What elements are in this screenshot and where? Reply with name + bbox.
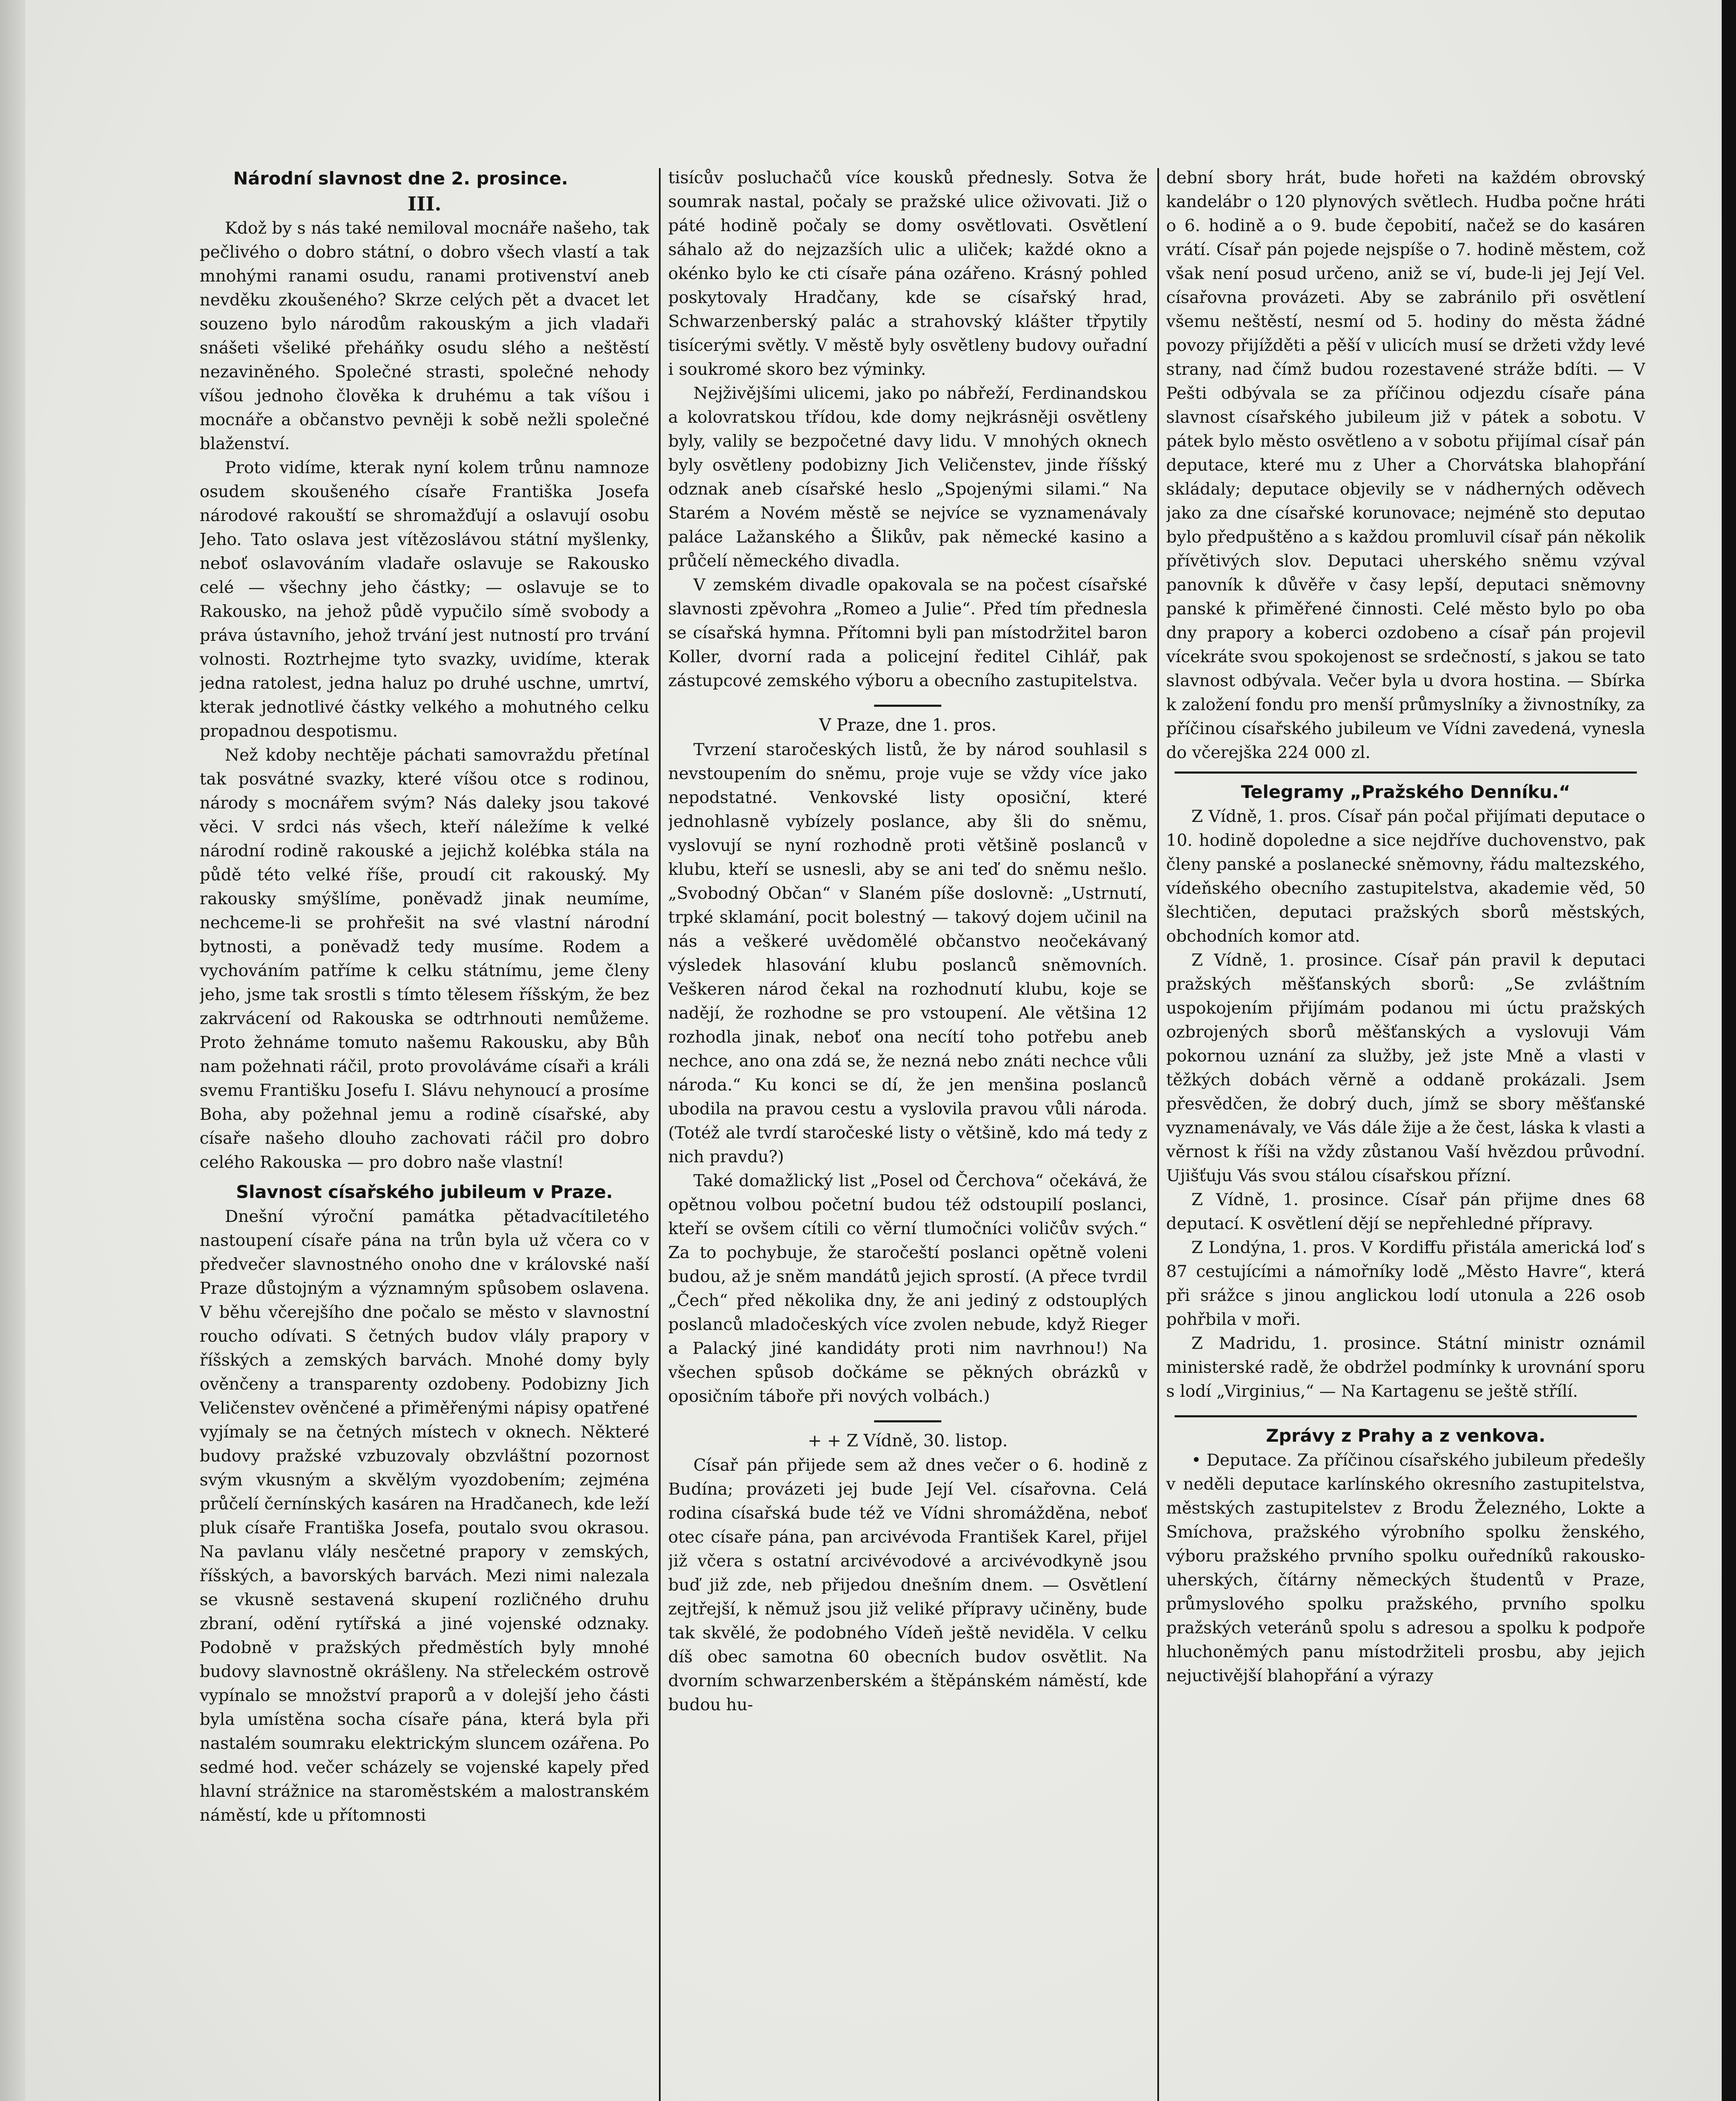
column-rule-right <box>1157 168 1159 2101</box>
article-paragraph: V zemském divadle opakovala se na počest císařské slavnosti zpěvohra „Romeo a Julie“. Před tím přednesla se císařská hymna. Přítomni byli pan místodržitel baron Koller, dvorní rada a policejní ředitel Cihlář, pak zástupcové zemského výboru a obecního zastupitelstva. <box>668 575 1147 690</box>
article-paragraph: tisícův posluchačů více kousků přednesly. Sotva že soumrak nastal, počaly se pražské ulice oživovati. Již o páté hodině počaly se domy osvětlovati. Osvětlení sáhalo až do nejzazších ulic a uliček; každé okno a okénko bylo ke cti císaře pána ozářeno. Krásný pohled poskytovaly Hradčany, kde se císařský hrad, Schwarzenberský palác a strahovský klášter třpytily tisícerými světly. V městě byly osvětleny budovy ouřadní i soukromé skoro bez výminky. <box>668 168 1147 379</box>
section-divider <box>874 1420 941 1422</box>
article-paragraph: Kdož by s nás také nemiloval mocnáře našeho, tak pečlivého o dobro státní, o dobro všech vlastí a tak mnohými ranami osudu, ranami protivenství aneb nevděku zkoušeného? Skrze celých pět a dvacet let souzeno bylo národům rakouským a jich vladaři snášeti všeliké přeháňky osudu slého a neštěstí nezaviněného. Společné strasti, společné nehody víšou jednoho člověka k druhému a tak víšou i mocnáře a občanstvo pevněji k sobě nežli společné blaženství. <box>200 219 649 453</box>
article-paragraph: Nejživějšími ulicemi, jako po nábřeží, Ferdinandskou a kolovratskou třídou, kde domy nejkrásněji osvětleny byly, valily se bezpočetné davy lidu. V mnohých oknech byly osvětleny podobizny Jich Veličenstev, jinde říšský odznak aneb císařské heslo „Spojenými silami.“ Na Starém a Novém městě se nejvíce se vyznamenávaly paláce Lažanského a Šlikův, pak německé kasino a průčelí německého divadla. <box>668 384 1147 571</box>
telegram-item: Z Madridu, 1. prosince. Státní ministr oznámil ministerské radě, že obdržel podmínky k urovnání sporu s lodí „Virginius,“ — Na Kartagenu se ještě střílí. <box>1166 1334 1645 1401</box>
scan-edge <box>1722 0 1736 2101</box>
column-1 <box>200 166 649 2101</box>
article-paragraph: Proto vidíme, kterak nyní kolem trůnu namnoze osudem skoušeného císaře Františka Josefa národové rakouští se shromažďují a oslavují osobu Jeho. Tato oslava jest vítězoslávou státní myšlenky, neboť oslavováním vladaře oslavuje se Rakousko celé — všechny jeho částky; — oslavuje se to Rakousko, na jehož půdě vypučilo símě svobody a práva ústavního, jehož trvání jest nutností pro trvání volnosti. Roztrhejme tyto svazky, uvidíme, kterak jedna ratolest, jedna haluz po druhé uschne, umrtví, kterak jednotlivé částky velkého a mohutného celku propadnou despotismu. <box>200 458 649 741</box>
article-paragraph: Tvrzení staročeských listů, že by národ souhlasil s nevstoupením do sněmu, proje vuje se vždy více jako nepodstatné. Venkovské listy oposiční, které jednohlasně vybízely poslance, aby šli do sněmu, vyslovují se nyní rozhodně proti většině poslanců v klubu, kteří se usnesli, aby se ani teď do sněmu nešlo. „Svobodný Občan“ v Slaném píše doslovně: „Ustrnutí, trpké sklamání, pocit bolestný — takový dojem učinil na nás a veškeré uvědomělé občanstvo neočekávaný výsledek hlasování klubu poslanců sněmovních. Veškeren národ čekal na rozhodnutí klubu, koje se nadějí, že rozhodne se pro vstoupení. Ale většina 12 rozhodla jinak, neboť ona necítí toho potřebu aneb nechce, ano ona zdá se, že nezná nebo znáti nechce vůli národa.“ Ku konci se dí, že jen menšina poslanců ubodila na pravou cestu a vyslovila pravou vůli národa. (Totéž ale tvrdí staročeské listy o většině, kdo má tedy z nich pravdu?) <box>668 740 1147 1166</box>
article-paragraph: Císař pán přijede sem až dnes večer o 6. hodině z Budína; provázeti jej bude Její Vel. císařovna. Celá rodina císařská bude též ve Vídni shromážděna, neboť otec císaře pána, pan arcivévoda František Karel, přijel již včera s ostatní arcivévodové a arcivévodkyně jsou buď již zde, neb přijedou dnešním dnem. — Osvětlení zejtřejší, k němuž jsou již veliké přípravy učiněny, bude tak skvělé, že podobného Vídeň ještě neviděla. V celku díš obec samotna 60 obecních budov osvětlit. Na dvorním schwarzenberském a štěpánském náměstí, kde budou hu- <box>668 1456 1147 1714</box>
dateline-viden: + + Z Vídně, 30. listop. <box>807 1431 1008 1451</box>
article-paragraph: • Deputace. Za příčinou císařského jubileum předešly v neděli deputace karlínského okresního zastupitelstva, městských zastupitelstev z Brodu Železného, Lokte a Smíchova, pražského výrobního spolku ženského, výboru pražského prvního spolku ouředníků rakousko-uherských, čítárny německých študentů v Praze, průmyslového spolku pražského, prvního spolku pražských veteránů spolu s adresou a spolku k podpoře hluchoněmých panu místodržiteli prosbu, aby jejich nejuctivější blahopřání a výrazy <box>1166 1451 1645 1685</box>
telegram-item: Z Vídně, 1. prosince. Císař pán pravil k deputaci pražských měšťanských sborů: „Se zvláštním uspokojením přijímám podanou mi úctu pražských ozbrojených sborů měšťanských a vyslovuji Vám pokornou uznání za služby, jež jste Mně a vlasti v těžkých dobách věrně a oddaně prokázali. Jsem přesvědčen, že dobrý duch, jímž se sbory měšťanské vyznamenávaly, ve Vás dále žije a že čest, láska k vlasti a věrnost k říši na vždy zůstanou Vaší hvězdou průvodní. Ujišťuju Vás svou stálou císařskou přízní. <box>1166 950 1645 1185</box>
telegram-item: Z Vídně, 1. prosince. Císař pán přijme dnes 68 deputací. K osvětlení dějí se nepřehledné přípravy. <box>1166 1190 1645 1233</box>
article-paragraph: Než kdoby nechtěje páchati samovraždu přetínal tak posvátné svazky, které víšou otce s rodinou, národy s mocnářem svým? Nás daleky jsou takové věci. V srdci nás všech, kteří náležíme k velké národní rodině rakouské a jejichž kolébka stála na půdě této velké říše, proudí cit rakouský. My rakousky smýšlíme, poněvadž jinak neumíme, nechceme-li se prohřešit na své vlastní národní bytnosti, a poněvadž tedy musíme. Rodem a vychováním patříme k celku státnímu, jeme členy jeho, jsme tak srostli s tímto tělesem říšským, že bez zakrvácení od Rakouska se odtrhnouti nemůžeme. Proto žehnáme tomuto našemu Rakousku, aby Bůh nam požehnati ráčil, proto provoláváme císaři a králi svemu Františku Josefu I. Slávu nehynoucí a prosíme Boha, aby požehnal jemu a rodině císařské, aby císaře našeho dlouho zachovati ráčil pro dobro celého Rakouska — pro dobro naše vlastní! <box>200 745 649 1172</box>
telegram-item: Z Vídně, 1. pros. Císař pán počal přijímati deputace o 10. hodině dopoledne a sice nejdříve duchovenstvo, pak členy panské a poslanecké sněmovny, řádu maltezského, vídeňského obecního zastupitelstva, akademie věd, 50 šlechtičen, deputaci pražských sborů městských, obchodních komor atd. <box>1166 807 1645 946</box>
page-gutter <box>0 0 25 2101</box>
article-title-narodni-slavnost: Národní slavnost dne 2. prosince. <box>233 168 568 189</box>
section-title-telegramy: Telegramy „Pražského Denníku.“ <box>1241 782 1570 802</box>
section-divider <box>1175 771 1637 774</box>
article-section-number: III. <box>407 192 442 215</box>
column-2 <box>668 166 1147 2101</box>
article-paragraph: Dnešní výroční památka pětadvacítiletého nastoupení císaře pána na trůn byla už včera co v předvečer slavnostného onoho dne v královské naší Praze důstojným a významným spůsobem oslavena. V běhu včerejšího dne počalo se město v slavnostní roucho odívati. S četných budov vlály prapory v říšských a zemských barvách. Mnohé domy byly ověnčeny a transparenty ozdobeny. Podobizny Jich Veličenstev ověnčené a přiměřenými nápisy opatřené vyjímaly se na četných místech v oknech. Některé budovy pražské vzbuzovaly obzvláštní pozornost svým vkusným a skvělým vyozdobením; zejména průčelí černínských kasáren na Hradčanech, kde leží pluk císaře Františka Josefa, poutalo svou okrasou. Na pavlanu vlály nesčetné prapory v zemských, říšských, a bavorských barvách. Mezi nimi nalezala se vkusně sestavená skupení rozličného druhu zbraní, odění rytířská a jiné vojenské odznaky. Podobně v pražských předměstích byly mnohé budovy slavnostně okrášleny. Na střeleckém ostrově vypínalo se množství praporů a v dolejší jeho části byla umístěna socha císaře pána, která byla při nastalém soumraku elektrickým sluncem ozářena. Po sedmé hod. večer scházely se vojenské kapely před hlavní strážnice na staroměstském a malostranském náměstí, kde u přítomnosti <box>200 1207 649 1825</box>
spacer <box>200 1174 649 1180</box>
telegram-item: Z Londýna, 1. pros. V Kordiffu přistála americká loď s 87 cestujícími a námořníky lodě „Město Havre“, která při srážce s jinou anglickou lodí utonula a 226 osob pohřbila v moři. <box>1166 1238 1645 1329</box>
section-divider <box>1175 1415 1637 1417</box>
article-paragraph: Také domažlický list „Posel od Čerchova“ očekává, že opětnou volbou početní budou též odstoupilí poslanci, kteří se ovšem cítili co věrní tlumočníci voličův svých.“ Za to pochybuje, že staročeští poslanci opětně voleni budou, až je sněm mandátů jejich sprostí. (A přece tvrdil „Čech“ před několika dny, že ani jediný z odstouplých poslanců mladočeských více zvolen nebude, když Rieger a Palacký jiné kandidáty proti nim navrhnou!) Na všechen spůsob dočkáme se pěkných obrázků v oposičním táboře při nových volbách.) <box>668 1171 1147 1406</box>
article-title-slavnost-jubileum: Slavnost císařského jubileum v Praze. <box>236 1182 613 1202</box>
section-title-zpravy: Zprávy z Prahy a z venkova. <box>1266 1425 1546 1446</box>
dateline-praha: V Praze, dne 1. pros. <box>819 716 997 735</box>
column-rule-left <box>659 168 661 2101</box>
section-divider <box>874 705 941 707</box>
column-3 <box>1166 166 1645 2101</box>
article-paragraph: dební sbory hrát, bude hořeti na každém obrovský kandelábr o 120 plynových světlech. Hudba počne hráti o 6. hodině a o 9. bude čepobití, načež se do kasáren vrátí. Císař pán pojede nejspíše o 7. hodině městem, což však není posud určeno, aniž se ví, bude-li jej Její Vel. císařovna provázeti. Aby se zabránilo při osvětlení všemu neštěstí, nesmí od 5. hodiny do města žádné povozy přijížděti a pěší v ulicích musí se držeti vždy levé strany, nad čímž budou rozestavené stráže bdíti. — V Pešti odbývala se za příčinou odjezdu císaře pána slavnost císařského jubileum již v pátek a sobotu. V pátek bylo město osvětleno a v sobotu přijímal císař pán deputace, které mu z Uher a Chorvátska blahopřání skládaly; deputace objevily se v nádherných oděvech jako za dne císařské korunovace; nejméně sto deputao bylo předpuštěno a s každou promluvil císař pán několik přívětivých slov. Deputaci uherského sněmu vzýval panovník k důvěře v časy lepší, deputaci sněmovny panské k přiměřené činnosti. Celé město bylo po oba dny prapory a koberci ozdobeno a císař pán projevil vícekráte svou spokojenost se srdečností, s jakou se tato slavnost odbývala. Večer byla u dvora hostina. — Sbírka k založení fondu pro menší průmyslníky a živnostníky, za příčinou císařského jubileum ve Vídni zavedená, vynesla do včerejška 224 000 zl. <box>1166 168 1645 762</box>
